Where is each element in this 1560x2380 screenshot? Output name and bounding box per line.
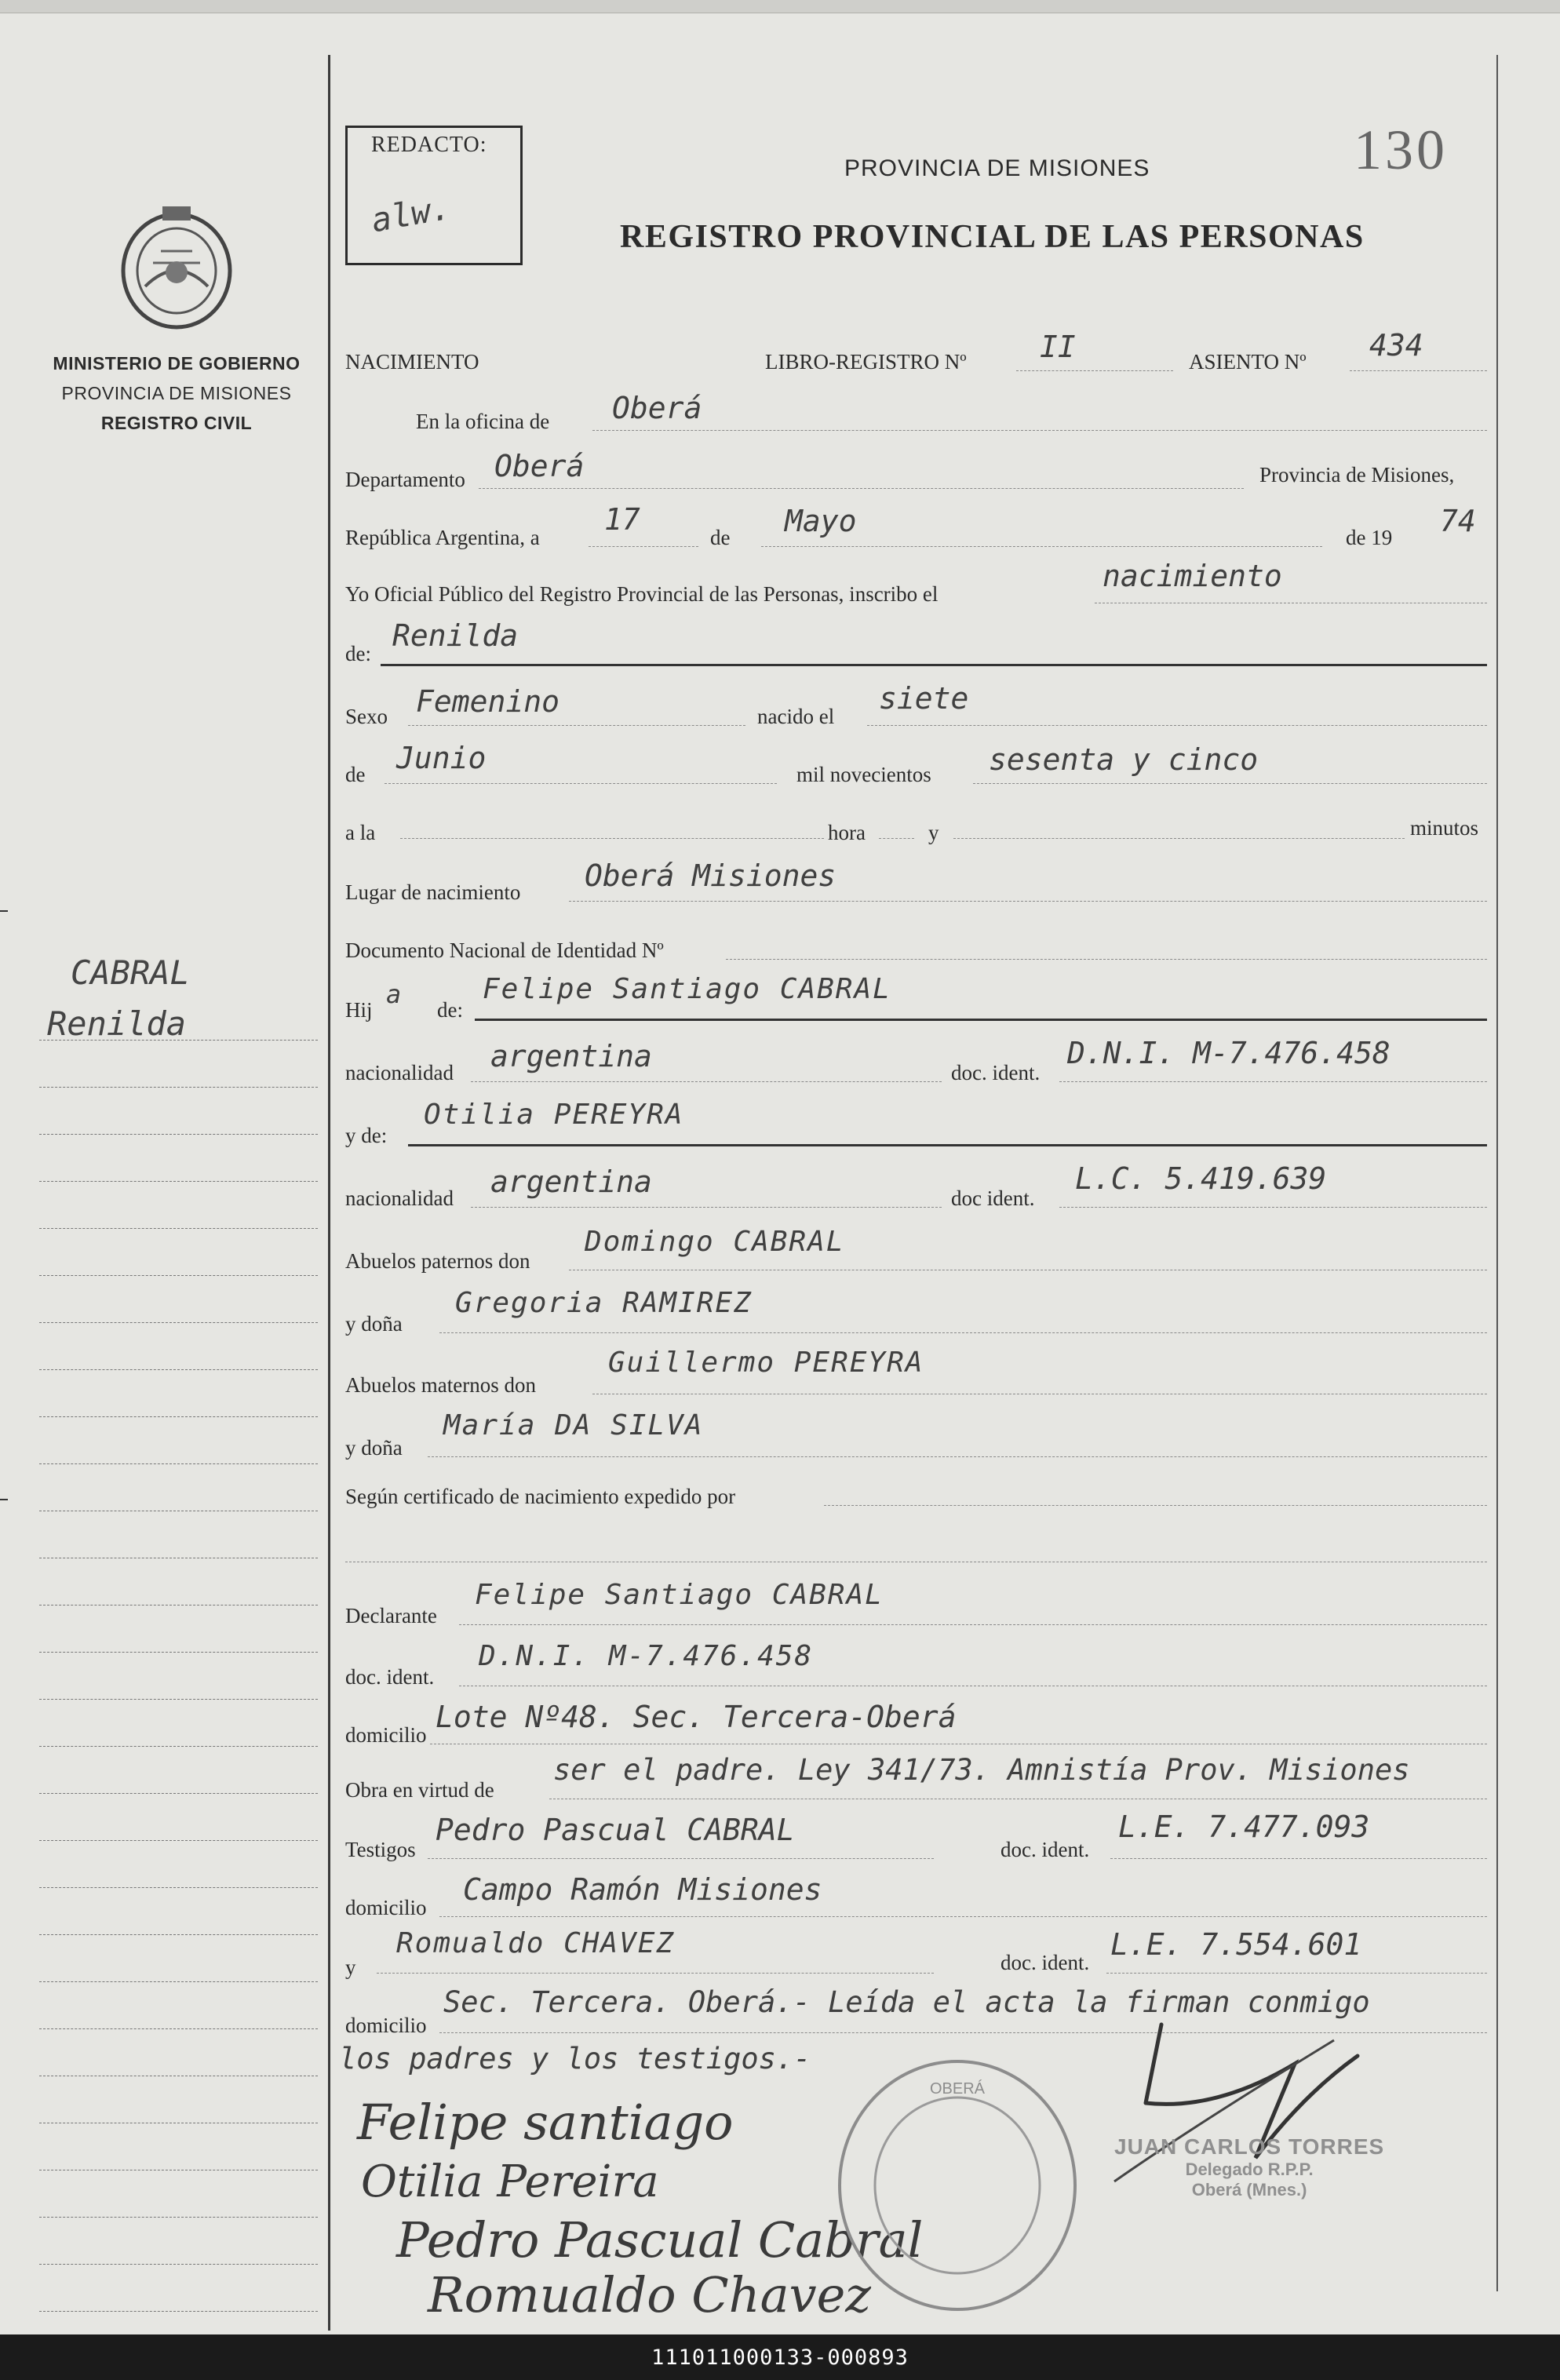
fill-line bbox=[592, 430, 1487, 431]
ministry-header bbox=[24, 348, 330, 438]
official-title: Delegado R.P.P. bbox=[1185, 2159, 1314, 2179]
redacto-box bbox=[345, 126, 523, 265]
fill-line bbox=[973, 783, 1487, 784]
docident2-label: doc ident. bbox=[951, 1186, 1035, 1210]
nacido-label: nacido el bbox=[757, 705, 835, 728]
margin-surname: CABRAL bbox=[71, 953, 190, 992]
name-underline bbox=[381, 664, 1487, 666]
margin-rule bbox=[39, 1840, 318, 1841]
father-name: Felipe Santiago CABRAL bbox=[483, 973, 891, 1005]
testigo1-domicilio: Campo Ramón Misiones bbox=[463, 1872, 822, 1907]
libro-value: II bbox=[1040, 330, 1076, 364]
de-father-label: de: bbox=[437, 998, 463, 1022]
testigos-label: Testigos bbox=[345, 1838, 416, 1861]
margin-rule bbox=[39, 1087, 318, 1088]
hora-label: hora bbox=[828, 821, 866, 844]
margin-rule bbox=[39, 1699, 318, 1700]
docident3-label: doc. ident. bbox=[345, 1665, 435, 1689]
page-number: 130 bbox=[1354, 118, 1448, 181]
a-la-label: a la bbox=[345, 821, 376, 844]
margin-rule bbox=[39, 2028, 318, 2029]
ministry-line: REGISTRO CIVIL bbox=[100, 413, 253, 433]
province-heading: PROVINCIA DE MISIONES bbox=[844, 155, 1150, 181]
oficial-text: Yo Oficial Público del Registro Provincial de las Personas, inscribo el bbox=[345, 582, 939, 606]
margin-rule bbox=[39, 1416, 318, 1417]
abuelo-paterno: Domingo CABRAL bbox=[585, 1226, 845, 1258]
fill-line bbox=[1059, 1207, 1487, 1208]
fill-line bbox=[1350, 370, 1487, 371]
margin-rule bbox=[39, 1369, 318, 1370]
margin-rule bbox=[39, 1228, 318, 1229]
margin-rule bbox=[39, 1040, 318, 1041]
margin-rule bbox=[39, 1887, 318, 1888]
provincia-suffix: Provincia de Misiones, bbox=[1259, 463, 1455, 487]
signature-witness2: Romualdo Chavez bbox=[428, 2266, 871, 2324]
provincial-seal-icon bbox=[114, 200, 239, 333]
fill-line bbox=[879, 838, 914, 839]
registry-heading: REGISTRO PROVINCIAL DE LAS PERSONAS bbox=[620, 219, 1365, 255]
testigo2-name: Romualdo CHAVEZ bbox=[396, 1927, 676, 1959]
redacto-label: REDACTO: bbox=[371, 133, 487, 157]
record-type: NACIMIENTO bbox=[345, 350, 479, 374]
fill-line bbox=[377, 1973, 934, 1974]
margin-rule bbox=[39, 1322, 318, 1323]
margin-given-name: Renilda bbox=[47, 1004, 187, 1043]
abuelo-materno: Guillermo PEREYRA bbox=[608, 1347, 924, 1379]
margin-rule bbox=[39, 2311, 318, 2312]
name-underline bbox=[408, 1144, 1487, 1146]
ydona2-label: y doña bbox=[345, 1436, 403, 1460]
nacionalidad2-label: nacionalidad bbox=[345, 1186, 454, 1210]
docident4-label: doc. ident. bbox=[1001, 1838, 1090, 1861]
fill-line bbox=[824, 1505, 1487, 1506]
name-underline bbox=[475, 1019, 1487, 1021]
signature-father: Felipe santiago bbox=[357, 2094, 734, 2151]
mil-label: mil novecientos bbox=[796, 763, 931, 786]
redacto-initials: alw. bbox=[368, 188, 454, 240]
year-prefix: de 19 bbox=[1346, 526, 1393, 549]
testigo2-doc: L.E. 7.554.601 bbox=[1110, 1927, 1362, 1962]
signature-witness1: Pedro Pascual Cabral bbox=[396, 2211, 924, 2269]
fill-line bbox=[385, 783, 777, 784]
archive-footer-id: 111011000133-000893 bbox=[0, 2334, 1560, 2380]
lugar-value: Oberá Misiones bbox=[585, 858, 836, 893]
fill-line bbox=[439, 1332, 1487, 1333]
margin-rule bbox=[39, 1793, 318, 1794]
y-label: y bbox=[928, 821, 939, 844]
declarante-value: Felipe Santiago CABRAL bbox=[475, 1579, 884, 1611]
nacionalidad-label: nacionalidad bbox=[345, 1061, 454, 1084]
official-place: Oberá (Mnes.) bbox=[1191, 2180, 1307, 2200]
closing-line: los padres y los testigos.- bbox=[339, 2042, 811, 2076]
year-suffix: 74 bbox=[1440, 504, 1476, 538]
libro-label: LIBRO-REGISTRO Nº bbox=[765, 350, 967, 374]
fill-line bbox=[1059, 1081, 1487, 1082]
date-day: 17 bbox=[604, 502, 640, 537]
obra-value: ser el padre. Ley 341/73. Amnistía Prov. Misiones bbox=[553, 1753, 1410, 1787]
testigo2-domicilio: Sec. Tercera. Oberá.- Leída el acta la firman conmigo bbox=[443, 1985, 1370, 2019]
signature-mother: Otilia Pereira bbox=[361, 2156, 659, 2207]
nacido-value: siete bbox=[879, 681, 969, 716]
fill-line bbox=[569, 901, 1487, 902]
fill-line bbox=[726, 959, 1487, 960]
fill-line bbox=[400, 838, 824, 839]
official-stamp bbox=[1114, 2134, 1384, 2200]
margin-rule bbox=[39, 1934, 318, 1935]
fill-line bbox=[471, 1207, 942, 1208]
testigo1-doc: L.E. 7.477.093 bbox=[1118, 1810, 1370, 1844]
page-top-edge bbox=[0, 0, 1560, 13]
person-name: Renilda bbox=[392, 618, 519, 653]
minutos-label: minutos bbox=[1410, 816, 1479, 840]
mother-name: Otilia PEREYRA bbox=[424, 1099, 684, 1131]
obra-label: Obra en virtud de bbox=[345, 1778, 494, 1802]
father-doc: D.N.I. M-7.476.458 bbox=[1067, 1036, 1391, 1070]
date-month: Mayo bbox=[785, 504, 857, 538]
fill-line bbox=[459, 1624, 1487, 1625]
asiento-label: ASIENTO Nº bbox=[1189, 350, 1307, 374]
margin-rule bbox=[39, 1652, 318, 1653]
declarante-label: Declarante bbox=[345, 1604, 437, 1627]
testigo1-name: Pedro Pascual CABRAL bbox=[436, 1813, 795, 1847]
dni-label: Documento Nacional de Identidad Nº bbox=[345, 939, 664, 962]
abuelos-maternos-label: Abuelos maternos don bbox=[345, 1373, 536, 1397]
birth-month: Junio bbox=[396, 741, 487, 775]
de-person-label: de: bbox=[345, 642, 371, 665]
margin-rule bbox=[39, 1746, 318, 1747]
margin-rule bbox=[39, 1181, 318, 1182]
domicilio-value: Lote Nº48. Sec. Tercera-Oberá bbox=[436, 1700, 957, 1734]
de-label: de bbox=[710, 526, 731, 549]
de-month-label: de bbox=[345, 763, 366, 786]
abuela-paterna: Gregoria RAMIREZ bbox=[455, 1287, 753, 1319]
margin-rule bbox=[39, 2264, 318, 2265]
declarante-doc: D.N.I. M-7.476.458 bbox=[479, 1640, 814, 1672]
fill-line bbox=[1106, 1973, 1487, 1974]
binding-mark bbox=[0, 910, 8, 912]
hij-suffix: a bbox=[386, 979, 402, 1009]
fill-line bbox=[428, 1456, 1487, 1457]
hij-label: Hij bbox=[345, 998, 373, 1022]
fill-line bbox=[408, 725, 745, 726]
domicilio3-label: domicilio bbox=[345, 2014, 427, 2037]
y2-label: y bbox=[345, 1955, 356, 1979]
lugar-label: Lugar de nacimiento bbox=[345, 880, 521, 904]
ydona-label: y doña bbox=[345, 1312, 403, 1336]
mother-nationality: argentina bbox=[490, 1164, 652, 1199]
sexo-label: Sexo bbox=[345, 705, 388, 728]
departamento-label: Departamento bbox=[345, 468, 465, 491]
docident5-label: doc. ident. bbox=[1001, 1951, 1090, 1974]
oficina-value: Oberá bbox=[612, 391, 702, 425]
certificado-label: Según certificado de nacimiento expedido por bbox=[345, 1485, 736, 1508]
fill-line bbox=[1016, 370, 1173, 371]
docident-label: doc. ident. bbox=[951, 1061, 1041, 1084]
inscribo-value: nacimiento bbox=[1103, 559, 1282, 593]
fill-line bbox=[953, 838, 1405, 839]
father-nationality: argentina bbox=[490, 1039, 652, 1073]
official-name: JUAN CARLOS TORRES bbox=[1114, 2134, 1385, 2159]
abuelos-paternos-label: Abuelos paternos don bbox=[345, 1249, 530, 1273]
right-margin-line bbox=[1496, 55, 1498, 2291]
departamento-value: Oberá bbox=[494, 449, 585, 483]
domicilio2-label: domicilio bbox=[345, 1896, 427, 1919]
fill-line bbox=[761, 546, 1322, 547]
fill-line bbox=[1110, 1858, 1487, 1859]
oficina-label: En la oficina de bbox=[416, 410, 550, 433]
republica-label: República Argentina, a bbox=[345, 526, 540, 549]
margin-rule bbox=[39, 2217, 318, 2218]
abuela-materna: María DA SILVA bbox=[443, 1409, 704, 1441]
fill-line bbox=[471, 1081, 942, 1082]
ministry-line: PROVINCIA DE MISIONES bbox=[61, 383, 292, 403]
stamp-center-text: OBERÁ bbox=[929, 2080, 986, 2098]
birth-year-words: sesenta y cinco bbox=[989, 742, 1259, 777]
margin-rule bbox=[39, 1134, 318, 1135]
fill-line bbox=[479, 488, 1244, 489]
round-stamp-icon bbox=[832, 2056, 1083, 2315]
sexo-value: Femenino bbox=[416, 684, 560, 719]
fill-line bbox=[428, 1858, 934, 1859]
fill-line bbox=[867, 725, 1487, 726]
asiento-value: 434 bbox=[1369, 328, 1423, 363]
margin-rule bbox=[39, 1275, 318, 1276]
margin-rule bbox=[39, 1981, 318, 1982]
ministry-line: MINISTERIO DE GOBIERNO bbox=[53, 353, 301, 374]
margin-rule bbox=[39, 1463, 318, 1464]
fill-line bbox=[589, 546, 698, 547]
fill-line bbox=[439, 1916, 1487, 1917]
y-de-label: y de: bbox=[345, 1124, 388, 1147]
mother-doc: L.C. 5.419.639 bbox=[1075, 1161, 1327, 1196]
binding-mark bbox=[0, 1499, 8, 1500]
domicilio-label: domicilio bbox=[345, 1723, 427, 1747]
